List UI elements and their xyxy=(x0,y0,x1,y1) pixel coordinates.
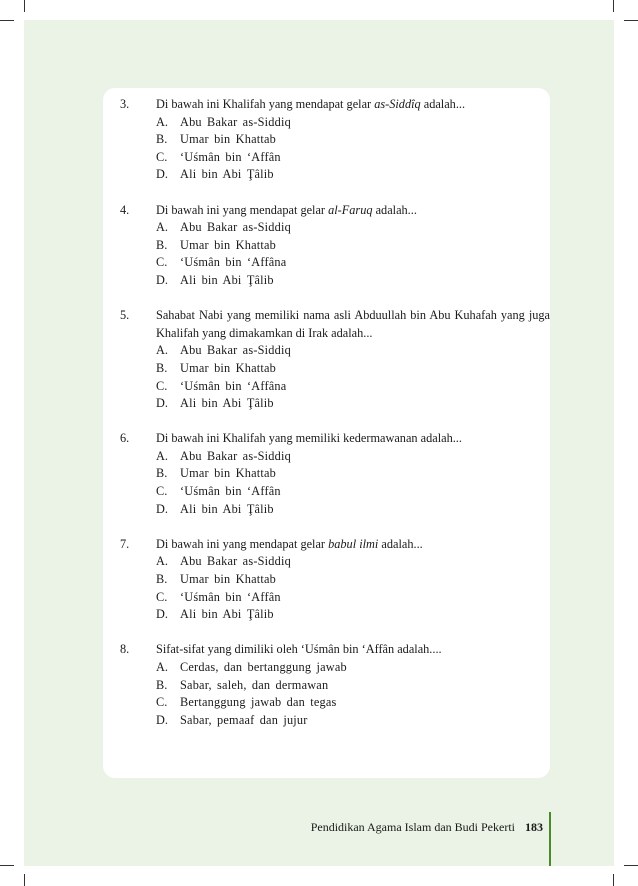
answer-option xyxy=(120,589,550,607)
question-text-part: adalah... xyxy=(420,97,466,111)
question-text-part: Di bawah ini Khalifah yang mendapat gelar xyxy=(156,97,375,111)
question-text-part: adalah... xyxy=(372,202,417,217)
question-number: 4. xyxy=(120,202,130,217)
answer-option xyxy=(120,237,550,255)
option-letter: B. xyxy=(156,677,168,692)
page-footer xyxy=(311,820,543,835)
answer-option xyxy=(120,166,550,184)
question-item xyxy=(120,96,550,184)
question-stem xyxy=(120,307,550,342)
option-text: Umar bin Khattab xyxy=(180,360,276,375)
page-number: 183 xyxy=(525,820,543,834)
option-letter: B. xyxy=(156,132,168,147)
footer-book-title: Pendidikan Agama Islam dan Budi Pekerti xyxy=(310,820,515,834)
option-letter: B. xyxy=(156,360,168,375)
question-text xyxy=(156,307,550,342)
option-letter: D. xyxy=(156,167,168,182)
option-text: Abu Bakar as-Siddiq xyxy=(180,448,291,463)
footer-rule xyxy=(549,812,551,866)
option-text: ‘Uśmân bin ‘Affân xyxy=(180,484,281,499)
answer-option xyxy=(120,378,550,396)
answer-option xyxy=(120,465,550,483)
question-emphasis: as-Siddîq xyxy=(374,97,421,111)
option-text: Umar bin Khattab xyxy=(180,237,276,252)
answer-option xyxy=(120,483,550,501)
crop-mark-bottom-left-v xyxy=(24,874,25,886)
answer-option xyxy=(120,114,550,132)
question-text xyxy=(156,96,550,114)
answer-option xyxy=(120,219,550,237)
question-text-part: adalah... xyxy=(378,536,423,551)
option-letter: C. xyxy=(156,149,168,164)
question-number: 5. xyxy=(120,308,130,323)
answer-option xyxy=(120,677,550,695)
answer-option xyxy=(120,694,550,712)
answer-option xyxy=(120,571,550,589)
question-text xyxy=(156,641,550,659)
question-item xyxy=(120,430,550,518)
question-stem xyxy=(120,641,550,659)
crop-mark-top-right-v xyxy=(613,0,614,12)
question-emphasis: al-Faruq xyxy=(328,202,373,217)
option-letter: D. xyxy=(156,396,168,411)
option-text: ‘Uśmân bin ‘Affâna xyxy=(180,378,287,393)
question-text xyxy=(156,202,550,220)
question-text-part: Sahabat Nabi yang memiliki nama asli Abduullah bin Abu Kuhafah yang juga Khalifah yang dimakamkan di Irak adalah... xyxy=(156,308,550,340)
option-letter: D. xyxy=(156,607,168,622)
answer-option xyxy=(120,254,550,272)
option-text: Ali bin Abi Ţâlib xyxy=(180,607,274,622)
option-text: Ali bin Abi Ţâlib xyxy=(180,167,274,182)
option-text: Abu Bakar as-Siddiq xyxy=(180,114,291,129)
answer-option xyxy=(120,360,550,378)
option-text: ‘Uśmân bin ‘Affâna xyxy=(180,255,287,270)
question-emphasis: babul ilmi xyxy=(328,536,379,551)
option-text: Umar bin Khattab xyxy=(180,132,276,147)
option-letter: A. xyxy=(156,660,168,674)
question-stem xyxy=(120,96,550,114)
option-letter: A. xyxy=(156,343,168,358)
question-item xyxy=(120,536,550,624)
question-number: 8. xyxy=(120,642,130,657)
option-text: Umar bin Khattab xyxy=(180,466,276,481)
option-letter: D. xyxy=(156,272,168,287)
question-text-part: Sifat-sifat yang dimiliki oleh ‘Uśmân bin ‘Affân adalah.... xyxy=(156,642,442,657)
crop-mark-top-right-h xyxy=(624,20,638,21)
answer-option xyxy=(120,149,550,167)
answer-option xyxy=(120,606,550,624)
option-letter: A. xyxy=(156,554,168,569)
answer-option xyxy=(120,342,550,360)
option-text: Sabar, saleh, dan dermawan xyxy=(180,677,329,692)
answer-option xyxy=(120,448,550,466)
question-list xyxy=(120,96,550,747)
option-text: Abu Bakar as-Siddiq xyxy=(180,220,291,235)
question-text-part: Di bawah ini yang mendapat gelar xyxy=(156,536,329,551)
question-item xyxy=(120,307,550,413)
option-letter: A. xyxy=(156,220,168,235)
question-item xyxy=(120,202,550,290)
option-text: Cerdas, dan bertanggung jawab xyxy=(180,660,347,674)
option-letter: A. xyxy=(156,114,168,129)
question-text xyxy=(156,430,550,448)
question-text-part: Di bawah ini yang mendapat gelar xyxy=(156,202,329,217)
question-text xyxy=(156,536,550,554)
option-letter: B. xyxy=(156,237,168,252)
answer-option xyxy=(120,501,550,519)
option-letter: C. xyxy=(156,484,168,499)
option-letter: C. xyxy=(156,589,168,604)
option-letter: D. xyxy=(156,501,168,516)
option-letter: C. xyxy=(156,378,168,393)
answer-option xyxy=(120,659,550,677)
option-letter: A. xyxy=(156,448,168,463)
question-stem xyxy=(120,430,550,448)
crop-mark-bottom-right-v xyxy=(613,874,614,886)
answer-option xyxy=(120,272,550,290)
crop-mark-bottom-right-h xyxy=(624,865,638,866)
option-text: ‘Uśmân bin ‘Affân xyxy=(180,589,281,604)
crop-mark-bottom-left-h xyxy=(0,865,14,866)
question-number: 3. xyxy=(120,97,130,111)
question-number: 6. xyxy=(120,431,130,446)
option-letter: C. xyxy=(156,695,168,710)
answer-option xyxy=(120,712,550,730)
option-letter: B. xyxy=(156,466,168,481)
option-text: Bertanggung jawab dan tegas xyxy=(180,695,337,710)
option-text: Abu Bakar as-Siddiq xyxy=(180,554,291,569)
option-text: Ali bin Abi Ţâlib xyxy=(180,501,274,516)
answer-option xyxy=(120,395,550,413)
question-stem xyxy=(120,202,550,220)
option-letter: D. xyxy=(156,712,168,727)
answer-option xyxy=(120,131,550,149)
option-text: Abu Bakar as-Siddiq xyxy=(180,343,291,358)
question-item xyxy=(120,641,550,729)
crop-mark-top-left-v xyxy=(24,0,25,12)
option-text: Ali bin Abi Ţâlib xyxy=(180,396,274,411)
option-text: Sabar, pemaaf dan jujur xyxy=(180,712,308,727)
option-text: Umar bin Khattab xyxy=(180,572,276,587)
option-letter: B. xyxy=(156,572,168,587)
option-text: Ali bin Abi Ţâlib xyxy=(180,272,274,287)
crop-mark-top-left-h xyxy=(0,20,14,21)
question-text-part: Di bawah ini Khalifah yang memiliki kedermawanan adalah... xyxy=(156,431,462,446)
option-letter: C. xyxy=(156,255,168,270)
question-stem xyxy=(120,536,550,554)
answer-option xyxy=(120,553,550,571)
option-text: ‘Uśmân bin ‘Affân xyxy=(180,149,281,164)
question-number: 7. xyxy=(120,536,130,551)
